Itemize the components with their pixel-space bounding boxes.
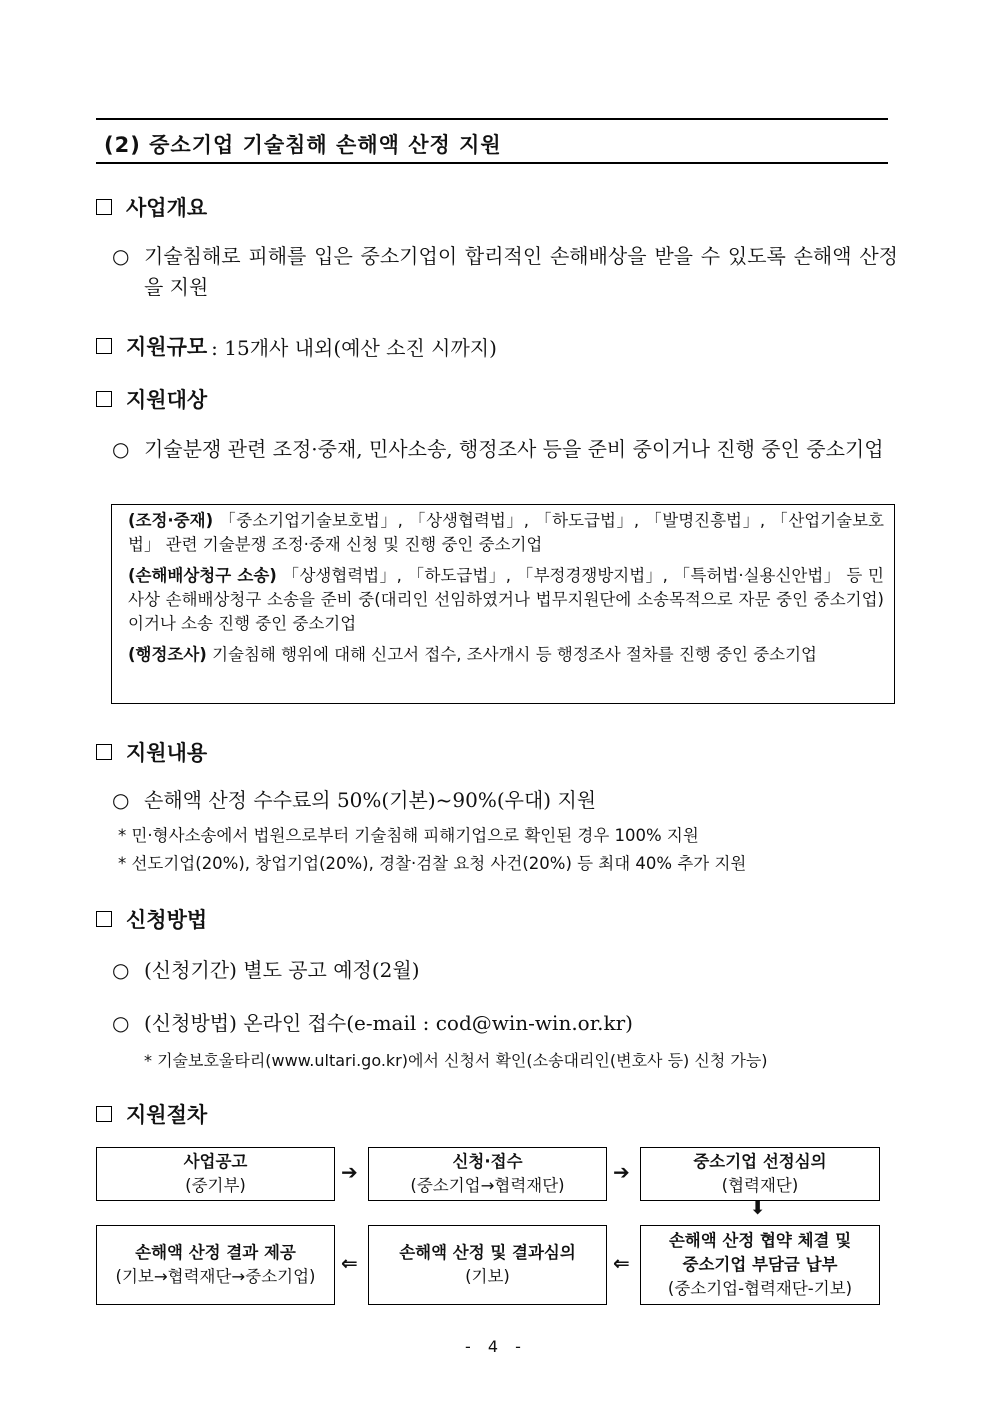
flow-step-sub: (중소기업-협력재단-기보): [667, 1279, 853, 1298]
procedure-heading-label: 지원절차: [126, 1103, 208, 1127]
section-heading-procedure: [96, 1099, 207, 1129]
content-heading-label: 지원내용: [126, 741, 208, 765]
content-note: * 선도기업(20%), 창업기업(20%), 경찰·검찰 요청 사건(20%) 등 최대 40% 추가 지원: [118, 854, 747, 873]
flow-step-5: [368, 1225, 607, 1305]
flow-step-sub: (협력재단): [721, 1176, 799, 1195]
checkbox-square-icon: [96, 338, 112, 354]
target-box-label: (손해배상청구 소송): [128, 566, 277, 585]
target-paragraph: [112, 434, 898, 465]
circle-bullet-icon: ○: [112, 244, 130, 268]
overview-paragraph: [112, 241, 898, 303]
content-notes: [118, 822, 898, 878]
target-box-item: [128, 509, 884, 557]
target-box-label: (조정·중재): [128, 511, 214, 530]
checkbox-square-icon: [96, 744, 112, 760]
section-heading-target: [96, 384, 207, 414]
arrow-down-icon: ⬇: [750, 1198, 766, 1219]
flow-step-title: 사업공고: [183, 1152, 248, 1171]
target-box-item: [128, 643, 884, 667]
section-heading-apply: [96, 904, 207, 934]
flow-step-sub: (기보→협력재단→중소기업): [115, 1267, 316, 1286]
arrow-right-icon: ➔: [613, 1160, 630, 1184]
section-heading-scale: [96, 331, 497, 361]
target-box-label: (행정조사): [128, 645, 207, 664]
content-paragraph: [112, 785, 898, 816]
checkbox-square-icon: [96, 911, 112, 927]
flow-step-sub: (중소기업→협력재단): [410, 1176, 565, 1195]
overview-text: 기술침해로 피해를 입은 중소기업이 합리적인 손해배상을 받을 수 있도록 손해액 산정을 지원: [144, 244, 898, 299]
scale-text: : 15개사 내외(예산 소진 시까지): [211, 335, 497, 360]
flow-step-title: 신청·접수: [452, 1152, 523, 1171]
flow-step-6: [96, 1225, 335, 1305]
apply-heading-label: 신청방법: [126, 908, 208, 932]
target-box-text: 「상생협력법」, 「하도급법」, 「부정경쟁방지법」, 「특허법·실용신안법」 등 민사상 손해배상청구 소송을 준비 중(대리인 선임하였거나 법무지원단에 소송목적으로 자문 중인 중소기업)이거나 소송 진행 중인 중소기업: [128, 566, 884, 633]
flow-step-title: 중소기업 선정심의: [693, 1152, 827, 1171]
apply-method-text: (신청방법) 온라인 접수(e-mail : cod@win-win.or.kr): [144, 1011, 633, 1035]
content-text: 손해액 산정 수수료의 50%(기본)~90%(우대) 지원: [144, 788, 597, 812]
apply-period-text: (신청기간) 별도 공고 예정(2월): [144, 958, 420, 982]
flow-step-title: 중소기업 부담금 납부: [682, 1255, 838, 1274]
flow-step-1: [96, 1147, 335, 1201]
circle-bullet-icon: ○: [112, 958, 130, 982]
flow-step-sub: (기보): [465, 1267, 510, 1286]
target-box-text: 기술침해 행위에 대해 신고서 접수, 조사개시 등 행정조사 절차를 진행 중인 중소기업: [206, 645, 817, 664]
flow-step-sub: (중기부): [185, 1176, 246, 1195]
target-text: 기술분쟁 관련 조정·중재, 민사소송, 행정조사 등을 준비 중이거나 진행 중인 중소기업: [144, 437, 884, 461]
arrow-left-icon: ⇐: [613, 1251, 630, 1275]
target-box-item: [128, 564, 884, 636]
flow-step-4: [640, 1225, 880, 1305]
overview-heading-label: 사업개요: [126, 196, 208, 220]
circle-bullet-icon: ○: [112, 437, 130, 461]
section-title-bar: [96, 118, 888, 164]
flow-step-3: [640, 1147, 880, 1201]
target-box-text: 「중소기업기술보호법」, 「상생협력법」, 「하도급법」, 「발명진흥법」, 「산업기술보호법」 관련 기술분쟁 조정·중재 신청 및 진행 중인 중소기업: [128, 511, 884, 554]
circle-bullet-icon: ○: [112, 1011, 130, 1035]
flow-step-2: [368, 1147, 607, 1201]
apply-item: [112, 955, 898, 986]
target-heading-label: 지원대상: [126, 388, 208, 412]
apply-item: [112, 1008, 898, 1039]
flow-step-title: 손해액 산정 협약 체결 및: [668, 1231, 852, 1250]
checkbox-square-icon: [96, 1106, 112, 1122]
checkbox-square-icon: [96, 199, 112, 215]
arrow-right-icon: ➔: [341, 1160, 358, 1184]
target-detail-box: [111, 504, 895, 704]
flow-step-title: 손해액 산정 결과 제공: [135, 1243, 296, 1262]
content-note: * 민·형사소송에서 법원으로부터 기술침해 피해기업으로 확인된 경우 100% 지원: [118, 826, 699, 845]
page-title: (2) 중소기업 기술침해 손해액 산정 지원: [104, 133, 502, 157]
circle-bullet-icon: ○: [112, 788, 130, 812]
section-heading-content: [96, 737, 207, 767]
scale-heading-label: 지원규모: [126, 335, 208, 359]
checkbox-square-icon: [96, 391, 112, 407]
apply-note: * 기술보호울타리(www.ultari.go.kr)에서 신청서 확인(소송대리인(변호사 등) 신청 가능): [144, 1051, 768, 1070]
arrow-left-icon: ⇐: [341, 1251, 358, 1275]
flow-step-title: 손해액 산정 및 결과심의: [399, 1243, 576, 1262]
section-heading-overview: [96, 192, 207, 222]
page-number: - 4 -: [465, 1337, 527, 1356]
